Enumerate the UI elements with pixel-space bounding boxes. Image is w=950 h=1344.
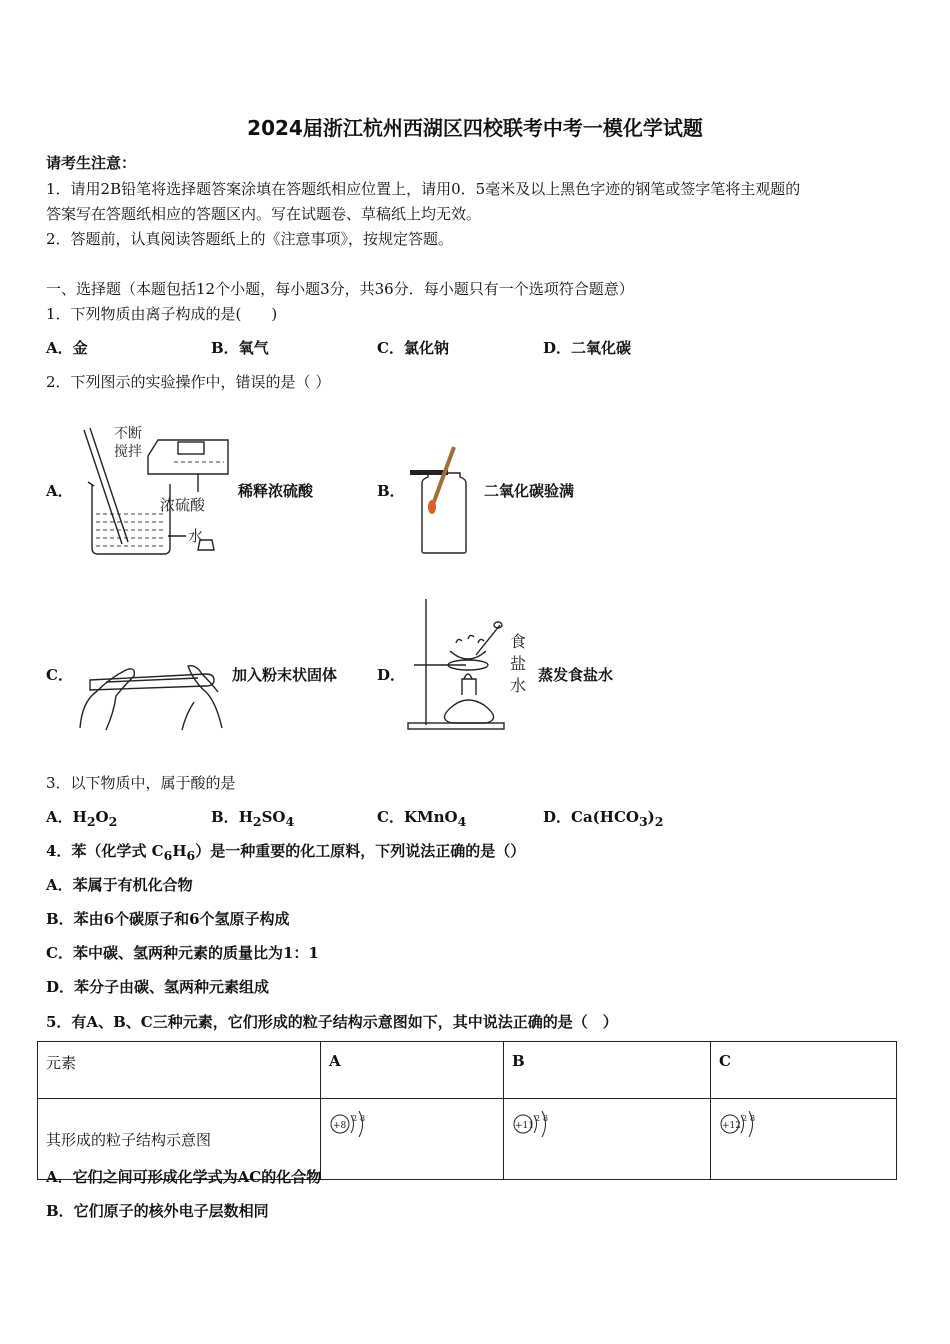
svg-text:8: 8 — [360, 1114, 366, 1123]
section-heading: 一、选择题（本题包括12个小题，每小题3分，共36分．每小题只有一个选项符合题意） — [46, 280, 634, 298]
diagram-cell-a — [321, 1099, 504, 1180]
q3-option-c: C．KMnO$_4$ — [377, 808, 467, 829]
fig-a-text-acid: 浓硫酸 — [160, 496, 206, 514]
fig-a-text-stir-2: 搅拌 — [114, 444, 142, 460]
q2-b-caption: 二氧化碳验满 — [484, 482, 575, 500]
table-header-a: A — [321, 1042, 504, 1099]
q4-stem: 4．苯（化学式 $C_6H_6$）是一种重要的化工原料，下列说法正确的是（） — [46, 842, 526, 863]
q2-d-letter: D． — [377, 666, 406, 684]
q2-a-letter: A． — [46, 482, 73, 500]
q3-stem: 3．以下物质中，属于酸的是 — [46, 774, 236, 792]
evaporate-figure — [406, 595, 536, 735]
q2-a-caption: 稀释浓硫酸 — [238, 482, 314, 500]
q1-option-a: A．金 — [46, 339, 88, 357]
table-header-c: C — [711, 1042, 897, 1099]
atom-diagram-b — [512, 1107, 556, 1141]
svg-text:2: 2 — [535, 1114, 541, 1123]
q1-option-d: D．二氧化碳 — [543, 339, 632, 357]
notice-item-1-line-1: 1．请用2B铅笔将选择题答案涂填在答题纸相应位置上，请用0．5毫米及以上黑色字迹的钢笔或签字笔将主观题的 — [46, 180, 801, 198]
q2-c-caption: 加入粉末状固体 — [232, 666, 338, 684]
q3-option-b: B．$H_2SO_4$ — [211, 808, 295, 829]
table-header-element: 元素 — [38, 1042, 321, 1099]
q4-option-a: A．苯属于有机化合物 — [46, 876, 193, 894]
notice-item-2: 2．答题前，认真阅读答题纸上的《注意事项》，按规定答题。 — [46, 230, 454, 248]
q2-c-letter: C． — [46, 666, 73, 684]
fig-d-text-3: 水 — [510, 676, 527, 695]
dilute-acid-figure — [78, 422, 238, 562]
atom-diagram-c — [719, 1107, 763, 1141]
table-header-b: B — [504, 1042, 711, 1099]
q2-b-letter: B． — [377, 482, 405, 500]
fig-a-text-water: 水 — [188, 527, 204, 545]
co2-test-figure — [408, 445, 478, 560]
q2-stem: 2．下列图示的实验操作中，错误的是（ ） — [46, 373, 331, 391]
page-title: 2024届浙江杭州西湖区四校联考中考一模化学试题 — [247, 116, 703, 140]
svg-text:+8: +8 — [333, 1121, 347, 1131]
fig-a-text-stir-1: 不断 — [114, 426, 142, 442]
q1-option-c: C．氯化钠 — [377, 339, 449, 357]
fig-d-text-2: 盐 — [510, 654, 527, 673]
diagram-cell-c — [711, 1099, 897, 1180]
svg-text:+11: +11 — [515, 1121, 534, 1131]
q5-option-b: B．它们原子的核外电子层数相同 — [46, 1202, 269, 1220]
q1-option-b: B．氧气 — [211, 339, 269, 357]
notice-heading: 请考生注意： — [46, 154, 137, 172]
q1-stem: 1．下列物质由离子构成的是( ) — [46, 305, 278, 323]
q5-stem: 5．有A、B、C三种元素，它们形成的粒子结构示意图如下，其中说法正确的是（ ） — [46, 1013, 618, 1031]
q5-table — [37, 1041, 897, 1180]
q3-option-a: A．$H_2O_2$ — [46, 808, 118, 829]
svg-text:8: 8 — [543, 1114, 549, 1123]
svg-text:2: 2 — [352, 1114, 358, 1123]
svg-text:8: 8 — [750, 1114, 756, 1123]
q5-option-a: A．它们之间可形成化学式为AC的化合物 — [46, 1168, 322, 1186]
svg-text:+12: +12 — [722, 1121, 741, 1131]
q4-option-c: C．苯中碳、氢两种元素的质量比为1：1 — [46, 944, 319, 962]
add-powder-figure — [76, 652, 226, 732]
svg-text:2: 2 — [742, 1114, 748, 1123]
diagram-cell-b — [504, 1099, 711, 1180]
notice-item-1-line-2: 答案写在答题纸相应的答题区内。写在试题卷、草稿纸上均无效。 — [46, 205, 482, 223]
q4-option-d: D．苯分子由碳、氢两种元素组成 — [46, 978, 270, 996]
q2-d-caption: 蒸发食盐水 — [538, 666, 614, 684]
atom-diagram-a — [329, 1107, 373, 1141]
table-row-label: 其形成的粒子结构示意图 — [38, 1099, 321, 1180]
q4-option-b: B．苯由6个碳原子和6个氢原子构成 — [46, 910, 290, 928]
fig-d-text-1: 食 — [510, 632, 527, 651]
q3-option-d: D．$Ca(HCO_3)_2$ — [543, 808, 664, 829]
